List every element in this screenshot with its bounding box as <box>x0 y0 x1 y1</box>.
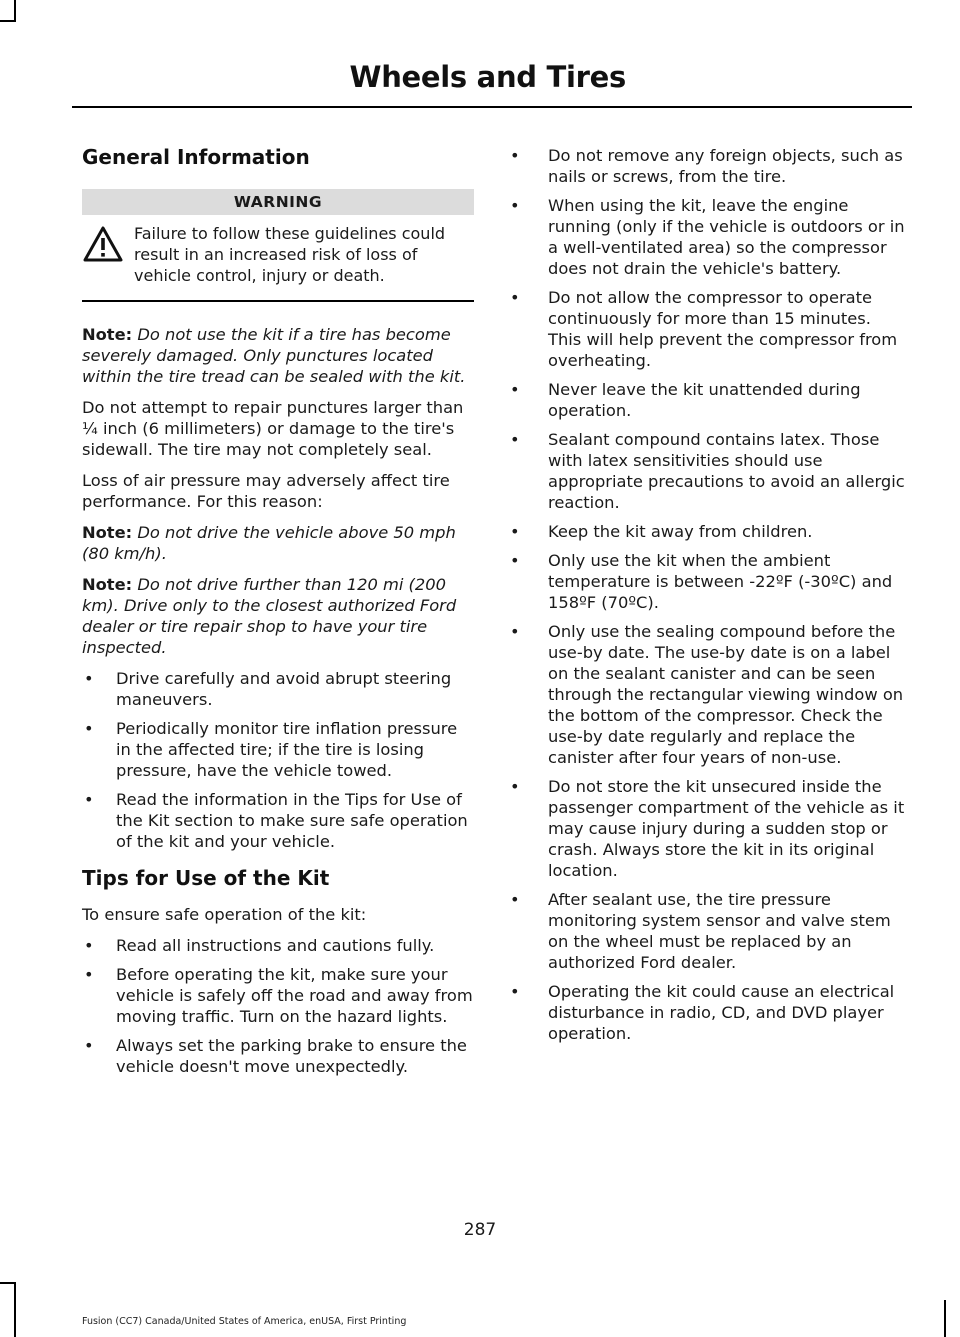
crop-mark <box>0 1282 16 1284</box>
note-label: Note: <box>82 523 133 542</box>
bullet-icon: • <box>510 146 520 165</box>
list-item <box>82 1035 474 1077</box>
list-item-text: Only use the kit when the ambient temperature is between -22ºF (-30ºC) and 158ºF (70ºC). <box>548 551 893 612</box>
note-label: Note: <box>82 325 133 344</box>
list-item-text: Read all instructions and cautions fully. <box>116 936 435 955</box>
section-heading-tips: Tips for Use of the Kit <box>82 866 330 890</box>
list-item <box>508 889 908 973</box>
list-item-text: Before operating the kit, make sure your vehicle is safely off the road and away from moving traffic. Turn on the hazard lights. <box>116 965 473 1026</box>
left-column <box>82 145 474 1091</box>
list-item-text: When using the kit, leave the engine running (only if the vehicle is outdoors or in a well-ventilated area) so the compressor does not drain the vehicle's battery. <box>548 196 905 278</box>
bullet-icon: • <box>510 522 520 541</box>
bullet-icon: • <box>84 936 94 955</box>
crop-mark <box>0 20 16 22</box>
body-paragraph: Loss of air pressure may adversely affect tire performance. For this reason: <box>82 471 450 511</box>
list-item-text: Keep the kit away from children. <box>548 522 813 541</box>
list-item-text: Drive carefully and avoid abrupt steering maneuvers. <box>116 669 452 709</box>
note-text: Do not drive the vehicle above 50 mph (80 km/h). <box>82 523 456 563</box>
note-paragraph <box>82 574 474 658</box>
bullet-list <box>82 668 474 852</box>
list-item <box>508 981 908 1044</box>
bullet-icon: • <box>510 196 520 215</box>
list-item <box>508 521 908 542</box>
right-column <box>508 145 908 1058</box>
list-item-text: Sealant compound contains latex. Those with latex sensitivities should use appropriate precautions to avoid an allergic reaction. <box>548 430 905 512</box>
list-item-text: Do not store the kit unsecured inside the passenger compartment of the vehicle as it may cause injury during a sudden stop or crash. Always store the kit in its original location. <box>548 777 905 880</box>
list-item <box>508 145 908 187</box>
bullet-icon: • <box>510 982 520 1001</box>
list-item <box>508 195 908 279</box>
warning-box <box>82 189 474 302</box>
list-item-text: Do not remove any foreign objects, such as nails or screws, from the tire. <box>548 146 903 186</box>
list-item <box>508 621 908 768</box>
bullet-list <box>82 935 474 1077</box>
warning-triangle-icon <box>82 223 134 286</box>
note-paragraph <box>82 324 474 387</box>
page-header-title: Wheels and Tires <box>349 60 626 94</box>
bullet-icon: • <box>84 1036 94 1055</box>
list-item-text: Only use the sealing compound before the use-by date. The use-by date is on a label on the sealant canister and can be seen through the rectangular viewing window on the bottom of the compressor. Check the use-by date regularly and replace the canister after four years of non-use. <box>548 622 904 767</box>
note-label: Note: <box>82 575 133 594</box>
list-item <box>508 287 908 371</box>
crop-mark <box>14 1282 16 1337</box>
list-item <box>508 379 908 421</box>
list-item <box>508 776 908 881</box>
bullet-icon: • <box>510 551 520 570</box>
list-item-text: Do not allow the compressor to operate continuously for more than 15 minutes. This will help prevent the compressor from overheating. <box>548 288 898 370</box>
warning-title: WARNING <box>82 189 474 215</box>
bullet-icon: • <box>510 777 520 796</box>
section-heading-general-information: General Information <box>82 145 310 169</box>
list-item <box>82 789 474 852</box>
list-item <box>82 964 474 1027</box>
list-item-text: After sealant use, the tire pressure monitoring system sensor and valve stem on the wheel must be replaced by an authorized Ford dealer. <box>548 890 891 972</box>
footer-text: Fusion (CC7) Canada/United States of America, enUSA, First Printing <box>82 1316 407 1327</box>
note-text: Do not drive further than 120 mi (200 km). Drive only to the closest authorized Ford dealer or tire repair shop to have your tire inspected. <box>82 575 457 657</box>
list-item-text: Always set the parking brake to ensure the vehicle doesn't move unexpectedly. <box>116 1036 467 1076</box>
list-item <box>82 935 474 956</box>
note-paragraph <box>82 522 474 564</box>
list-item <box>508 429 908 513</box>
bullet-icon: • <box>510 288 520 307</box>
bullet-icon: • <box>84 669 94 688</box>
bullet-icon: • <box>510 430 520 449</box>
bullet-icon: • <box>510 622 520 641</box>
crop-mark <box>14 0 16 22</box>
page-number: 287 <box>463 1220 497 1240</box>
list-item <box>508 550 908 613</box>
bullet-list <box>508 145 908 1044</box>
warning-rule <box>82 300 474 302</box>
bullet-icon: • <box>510 890 520 909</box>
bullet-icon: • <box>84 965 94 984</box>
body-paragraph: To ensure safe operation of the kit: <box>82 905 367 924</box>
crop-mark <box>944 1300 946 1337</box>
list-item-text: Never leave the kit unattended during operation. <box>548 380 861 420</box>
body-paragraph: Do not attempt to repair punctures larger than ¼ inch (6 millimeters) or damage to the tire's sidewall. The tire may not completely seal. <box>82 398 464 459</box>
list-item-text: Periodically monitor tire inflation pressure in the affected tire; if the tire is losing pressure, have the vehicle towed. <box>116 719 458 780</box>
header-rule <box>72 106 912 108</box>
list-item <box>82 718 474 781</box>
bullet-icon: • <box>510 380 520 399</box>
list-item <box>82 668 474 710</box>
list-item-text: Read the information in the Tips for Use of the Kit section to make sure safe operation of the kit and your vehicle. <box>116 790 468 851</box>
bullet-icon: • <box>84 790 94 809</box>
bullet-icon: • <box>84 719 94 738</box>
list-item-text: Operating the kit could cause an electrical disturbance in radio, CD, and DVD player operation. <box>548 982 895 1043</box>
warning-text: Failure to follow these guidelines could result in an increased risk of loss of vehicle control, injury or death. <box>134 224 446 285</box>
note-text: Do not use the kit if a tire has become severely damaged. Only punctures located within the tire tread can be sealed with the kit. <box>82 325 466 386</box>
